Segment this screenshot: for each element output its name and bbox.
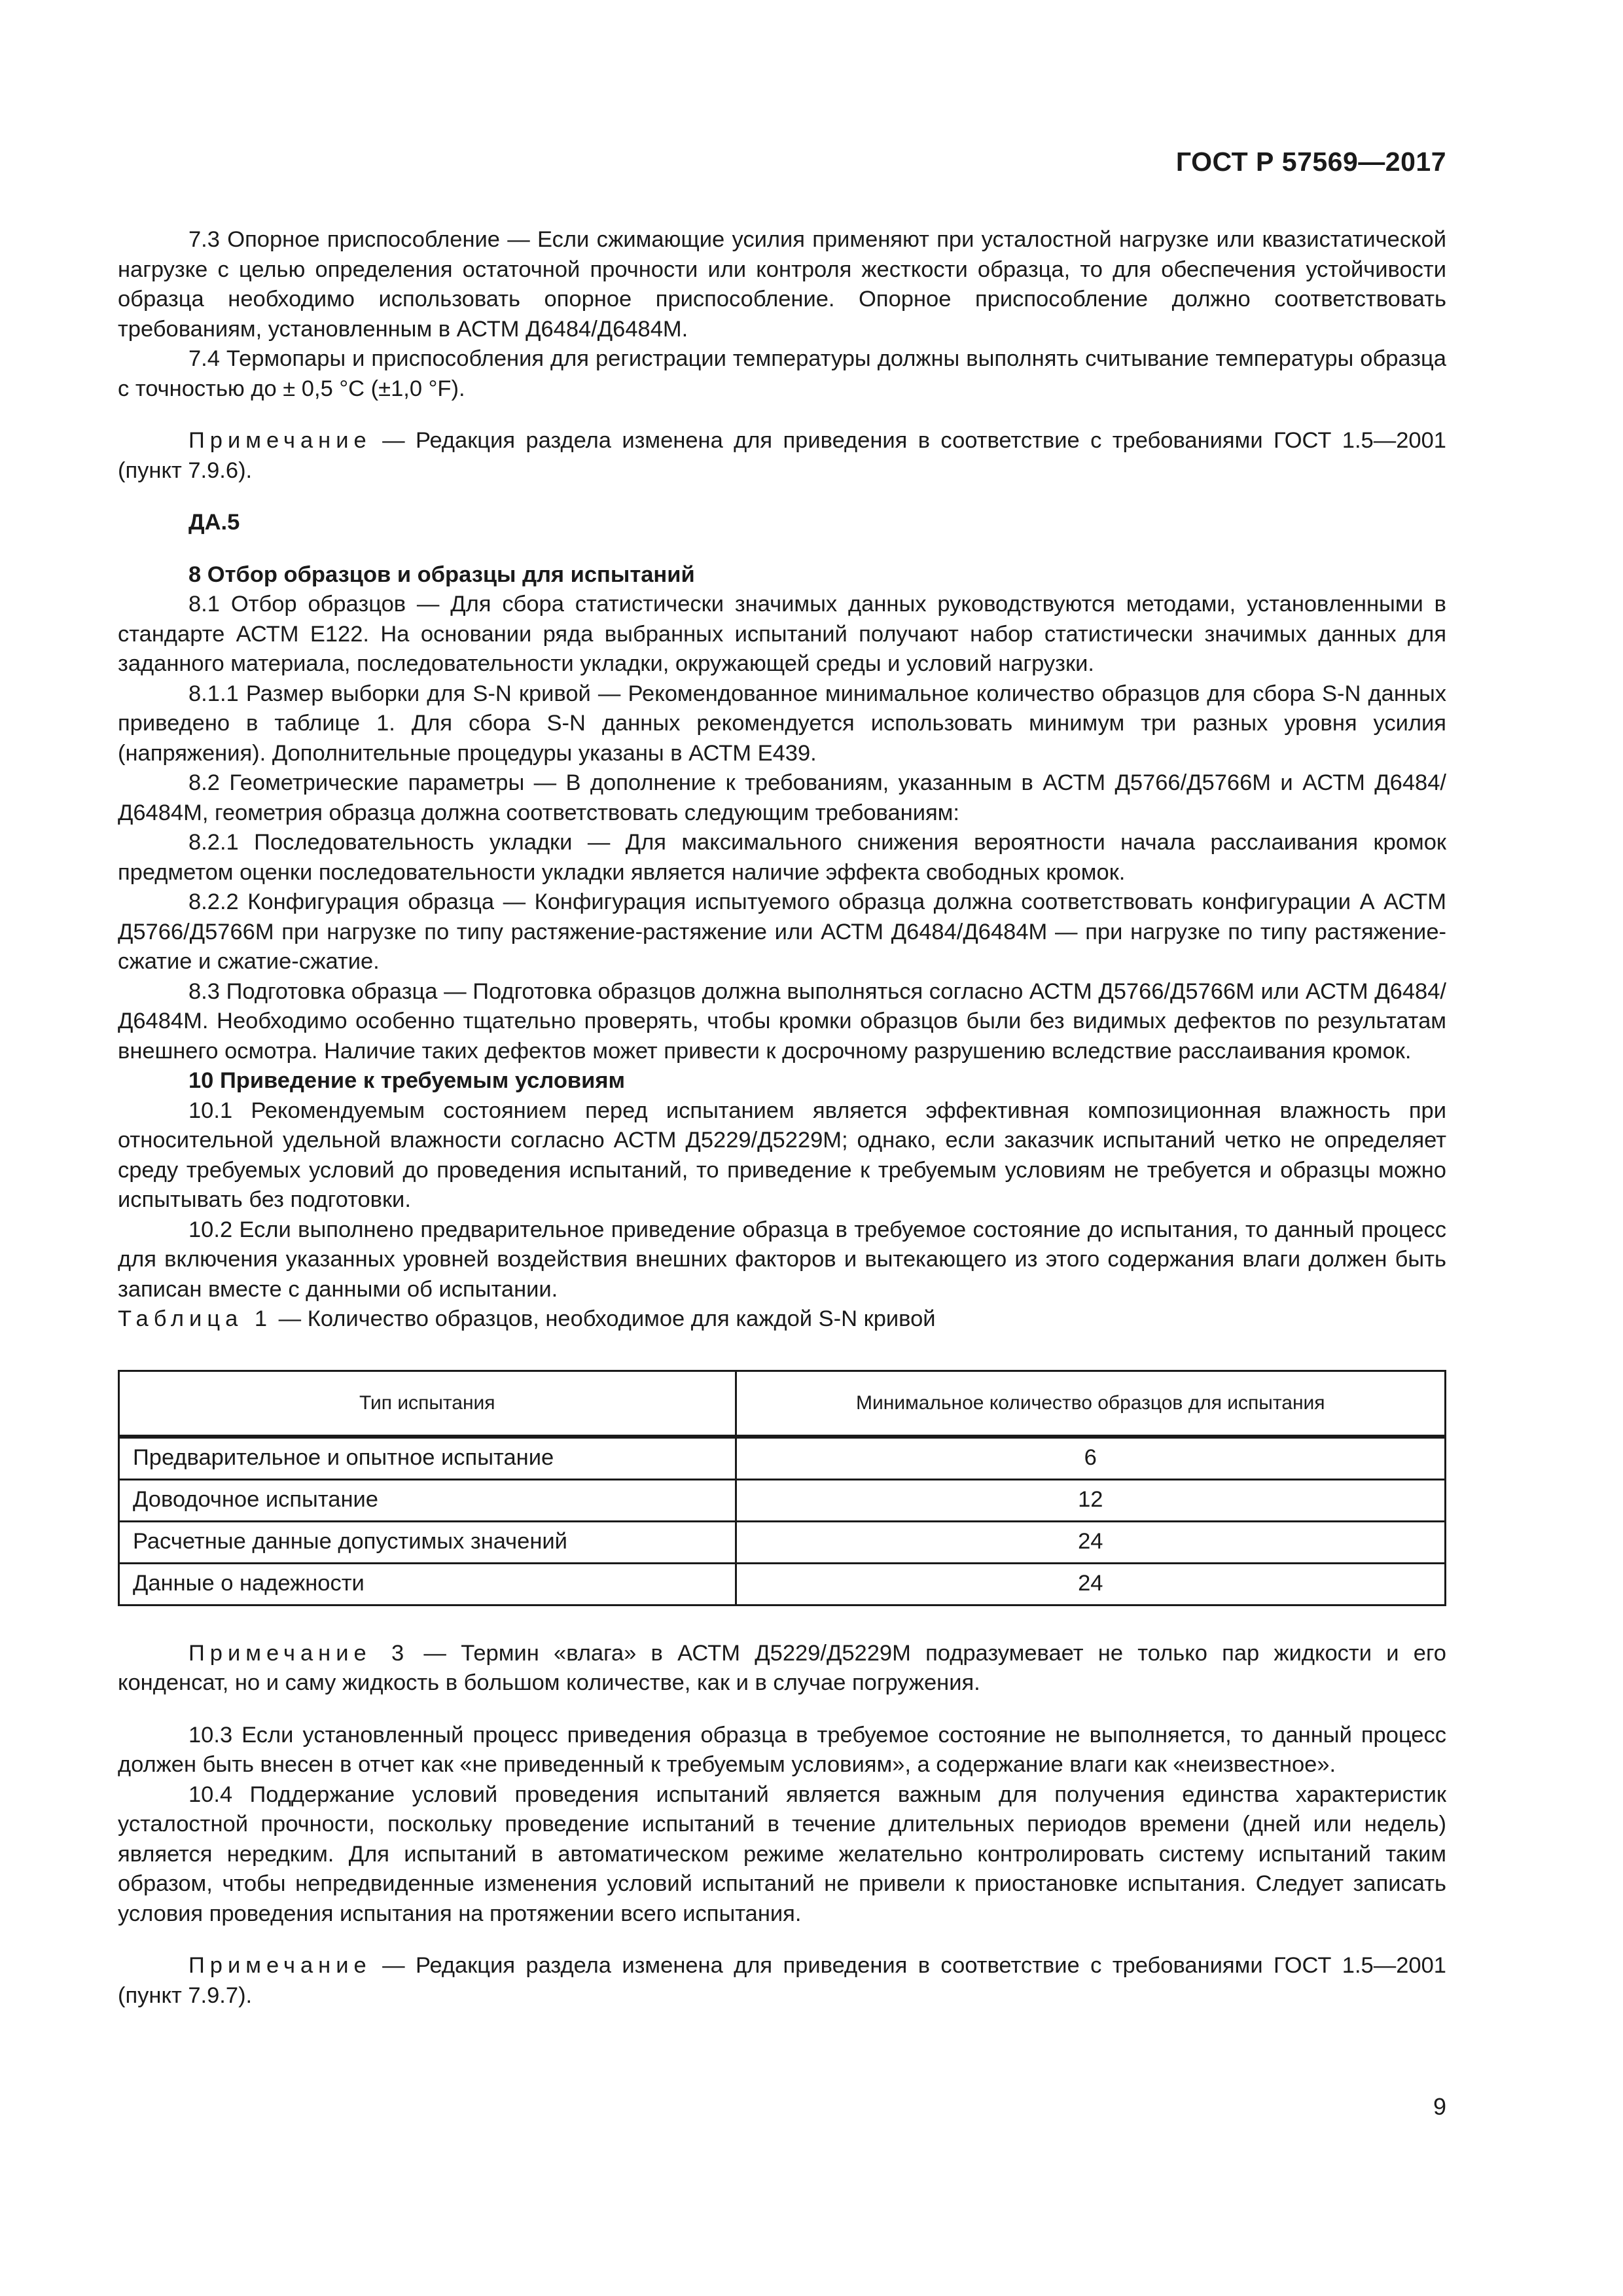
cell-min-specimens: 24 <box>736 1563 1445 1605</box>
section-8-heading: 8 Отбор образцов и образцы для испытаний <box>188 562 695 587</box>
paragraph-8-1: 8.1 Отбор образцов — Для сбора статистически значимых данных руководствуются методами, установленными в стандарте АСТМ Е122. На основании ряда выбранных испытаний получают набор статистически значимых данных для заданного материала, последовательности укладки, окружающей среды и условий нагрузки. <box>118 592 1446 676</box>
paragraph-7-4: 7.4 Термопары и приспособления для регистрации температуры должны выполнять считывание температуры образца с точностью до ± 0,5 °C (±1,0 °F). <box>118 346 1446 401</box>
paragraph-10-1: 10.1 Рекомендуемым состоянием перед испытанием является эффективная композиционная влажность при относительной удельной влажности согласно АСТМ Д5229/Д5229М; однако, если заказчик испытаний четко не определяет среду требуемых условий до проведения испытаний, то приведение к требуемым условиям не требуется и образцы можно испытывать без подготовки. <box>118 1098 1446 1212</box>
note-section-10 <box>118 1951 1446 2011</box>
cell-test-type: Данные о надежности <box>119 1563 736 1605</box>
cell-min-specimens: 24 <box>736 1521 1445 1563</box>
note-3 <box>118 1639 1446 1698</box>
paragraph-8-3: 8.3 Подготовка образца — Подготовка образцов должна выполняться согласно АСТМ Д5766/Д5766М или АСТМ Д6484/Д6484М. Необходимо особенно тщательно проверять, чтобы кромки образцов были без видимых дефектов по результатам внешнего осмотра. Наличие таких дефектов может привести к досрочному разрушению вследствие расслаивания кромок. <box>118 978 1446 1064</box>
table-row <box>119 1437 1446 1480</box>
paragraph-10-3: 10.3 Если установленный процесс приведения образца в требуемое состояние не выполняется, то данный процесс должен быть внесен в отчет как «не приведенный к требуемым условиям», а содержание влаги как «неизвестное». <box>118 1722 1446 1777</box>
page-content <box>118 225 1446 2011</box>
table-row <box>119 1521 1446 1563</box>
note-label: Примечание <box>188 428 372 453</box>
specimen-count-table <box>118 1370 1446 1606</box>
table-caption-text: — Количество образцов, необходимое для каждой S-N кривой <box>272 1306 936 1331</box>
document-code-header: ГОСТ Р 57569—2017 <box>1175 147 1446 177</box>
cell-min-specimens: 12 <box>736 1479 1445 1521</box>
cell-test-type: Расчетные данные допустимых значений <box>119 1521 736 1563</box>
column-header-min-specimens: Минимальное количество образцов для испытания <box>736 1371 1445 1437</box>
paragraph-8-2-2: 8.2.2 Конфигурация образца — Конфигурация испытуемого образца должна соответствовать конфигурации А АСТМ Д5766/Д5766М при нагрузке по типу растяжение-растяжение или АСТМ Д6484/Д6484М — при нагрузке по типу растяжение-сжатие и сжатие-сжатие. <box>118 889 1446 974</box>
note-text: — Редакция раздела изменена для приведения в соответствие с требованиями ГОСТ 1.5—2001 (пункт 7.9.6). <box>118 428 1446 483</box>
paragraph-8-1-1: 8.1.1 Размер выборки для S-N кривой — Рекомендованное минимальное количество образцов для сбора S-N данных приведено в таблице 1. Для сбора S-N данных рекомендуется использовать минимум три разных уровня усилия (напряжения). Дополнительные процедуры указаны в АСТМ Е439. <box>118 681 1446 766</box>
note-final-text: — Редакция раздела изменена для приведения в соответствие с требованиями ГОСТ 1.5—2001 (пункт 7.9.7). <box>118 1953 1446 2008</box>
paragraph-8-2-1: 8.2.1 Последовательность укладки — Для максимального снижения вероятности начала расслаивания кромок предметом оценки последовательности укладки является наличие эффекта свободных кромок. <box>118 830 1446 885</box>
table-caption <box>118 1304 1446 1335</box>
table-row <box>119 1563 1446 1605</box>
cell-min-specimens: 6 <box>736 1437 1445 1480</box>
table-row <box>119 1479 1446 1521</box>
table-caption-label: Таблица 1 <box>118 1306 273 1331</box>
table-header-row <box>119 1371 1446 1437</box>
cell-test-type: Доводочное испытание <box>119 1479 736 1521</box>
note-final-label: Примечание <box>188 1953 372 1978</box>
note-3-label: Примечание 3 <box>188 1640 410 1666</box>
note-3-text: — Термин «влага» в АСТМ Д5229/Д5229М подразумевает не только пар жидкости и его конденсат, но и саму жидкость в большом количестве, как и в случае погружения. <box>118 1640 1446 1695</box>
page-number: 9 <box>1433 2093 1446 2120</box>
column-header-test-type: Тип испытания <box>119 1371 736 1437</box>
appendix-label: ДА.5 <box>188 510 240 535</box>
note-section-7 <box>118 426 1446 486</box>
paragraph-10-4: 10.4 Поддержание условий проведения испытаний является важным для получения единства характеристик усталостной прочности, поскольку проведение испытаний в течение длительных периодов времени (дней или недель) является нередким. Для испытаний в автоматическом режиме желательно контролировать систему испытаний таким образом, чтобы непредвиденные изменения условий испытаний не привели к приостановке испытания. Следует записать условия проведения испытания на протяжении всего испытания. <box>118 1782 1446 1926</box>
cell-test-type: Предварительное и опытное испытание <box>119 1437 736 1480</box>
paragraph-7-3: 7.3 Опорное приспособление — Если сжимающие усилия применяют при усталостной нагрузке или квазистатической нагрузке с целью определения остаточной прочности или контроля жесткости образца, то для обеспечения устойчивости образца необходимо использовать опорное приспособление. Опорное приспособление должно соответствовать требованиям, установленным в АСТМ Д6484/Д6484М. <box>118 227 1446 342</box>
paragraph-8-2: 8.2 Геометрические параметры — В дополнение к требованиям, указанным в АСТМ Д5766/Д5766М и АСТМ Д6484/Д6484М, геометрия образца должна соответствовать следующим требованиям: <box>118 770 1446 825</box>
section-10-heading: 10 Приведение к требуемым условиям <box>188 1068 625 1093</box>
paragraph-10-2: 10.2 Если выполнено предварительное приведение образца в требуемое состояние до испытания, то данный процесс для включения указанных уровней воздействия внешних факторов и вытекающего из этого содержания влаги должен быть записан вместе с данными об испытании. <box>118 1217 1446 1302</box>
